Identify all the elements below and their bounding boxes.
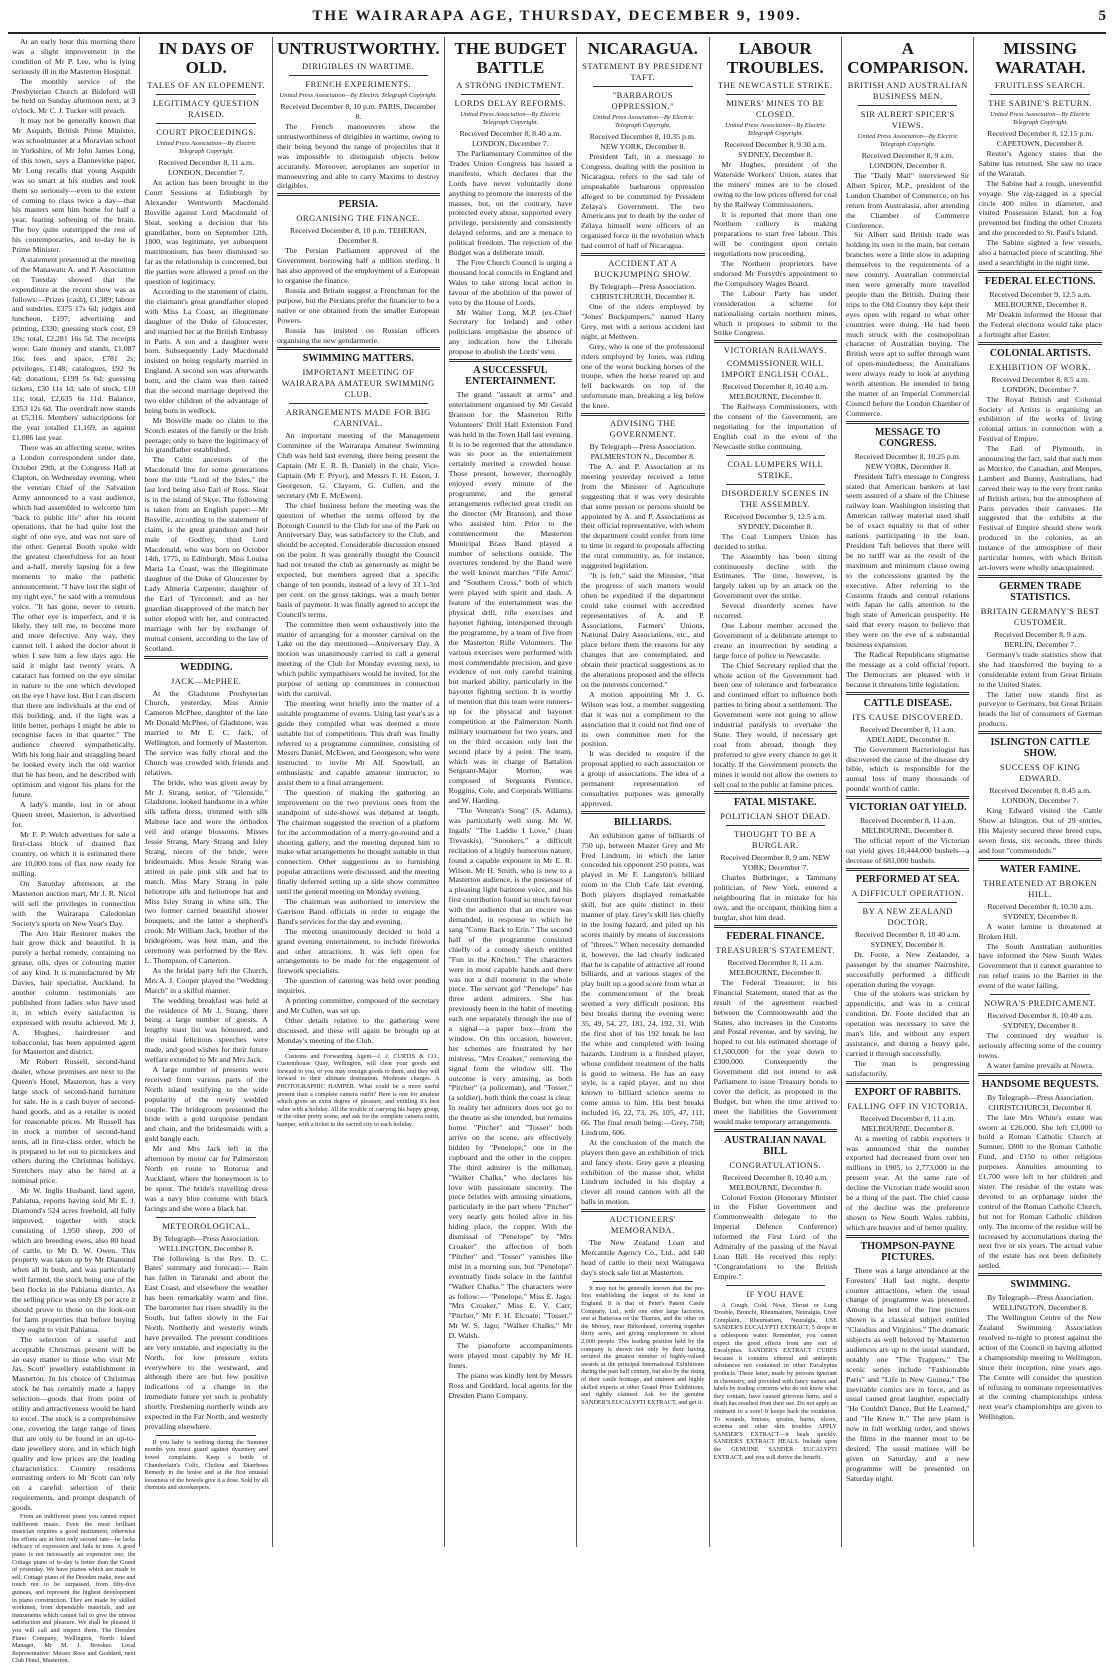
section-heading: PERFORMED AT SEA.	[855, 873, 960, 885]
columns	[8, 34, 1106, 1665]
subheading: THE NEWCASTLE STRIKE.	[717, 80, 833, 90]
headline: A COMPARISON.	[847, 39, 969, 77]
subheading: LORDS DELAY REFORMS.	[454, 98, 567, 108]
dateline: Received December 8, 8.40 a.m. LONDON, December 7.	[459, 129, 562, 148]
subheading: TALES OF AN ELOPEMENT.	[147, 80, 266, 90]
section-heading: FEDERAL FINANCE.	[726, 930, 825, 942]
dateline: Received December 8, 10 40 a.m. SYDNEY, December 8.	[854, 929, 961, 949]
paragraph: Germany's trade statistics show that she had transferred the buying to a considerable extent from Great Britain to the United States.	[978, 649, 1102, 689]
section-heading: FATAL MISTAKE.	[733, 797, 817, 809]
paragraph: There was an affecting scene, writes a London correspondent under date, October 29th, at the Congress Hall at Clapton, on Wednesday evening, when the veteran Chief of the Salvation Army announced to a vast audience, which had assembled to welcome him "back to public life" after his recent operations, that he had quite lost the sight of one eye, and was not sure of the other. General Booth spoke with the greatest cheerfulness for an hour and a-half, merely lapsing for a few moments to make the pathetic announcement. "I have lost the sight of my right eye," he said with a tremulous voice. "It has gone, never to return. The other eye is imperfect, and it is likely, they tell me, to become more and more defective. Any way, they cannot tell. I asked the doctor about it when I saw him a few days ago. He said it might last twenty years. A cataract has formed on the eye similar in nature to the one which developed on the eye I have lost. But I can discern that there are individuals at the end of this building, and, if the light was a little better, perhaps I might be able to recognise faces in that quarter." The audience cheered sympathetically. With his long hair and straggling beard he looked every inch the old warrior that he has been, and he described with optimism and vigour his plans for the future.	[12, 443, 136, 799]
subheading: BY A NEW ZEALAND DOCTOR.	[862, 905, 953, 927]
paragraph: The Royal British and Colonial Society of Artists is organising an exhibition of the works of living colonial artists in connection with a Festival of Empire.	[978, 394, 1102, 444]
subheading: THOUGHT TO BE A BURGLAR.	[734, 829, 817, 851]
subheading: ORGANISING THE FINANCE.	[296, 213, 421, 224]
section-heading: VICTORIAN OAT YIELD.	[848, 802, 967, 814]
paragraph: The question of making the gathering an improvement on the two previous ones from the standpoint of side-shows was debated at length. The chairman suggested the erection of a platform for the accommodation of a merry-go-round and a shooting gallery, and the meeting deputed him to make what arrangements he thought suitable in that connection. Other suggestions as to furnishing popular attractions were discussed, and the meeting finally deferred setting up a side show committee until the general meeting on Monday evening.	[276, 788, 440, 897]
dateline: By Telegraph—Press Association. WELLINGTON, December 8.	[986, 1293, 1094, 1313]
subheading: COURT PROCEEDINGS.	[156, 127, 257, 137]
dateline: Received December 8, 8.5 a.m. LONDON, December 7.	[991, 374, 1090, 394]
paragraph: The Federal Treasurer, in his Financial Statement, stated that as the result of the agreement reached between the Commonwealth and the States, also increases in the Customs and Postal revenue, and by saving, he hoped to cut his estimated shortage of £1,500,000 for the year down to £300,000. Consequently the Government did not intend to ask Parliament to issue Treasury bonds to cover the deficit, as proposed in the Budget, but when the time arrived to meet the liabilities the Government would make temporary arrangements.	[713, 977, 838, 1126]
paragraph: The selection of a useful and acceptable Christmas present will be an easy matter to those who visit Mr Jas. Scott' jewellery establishment in Masterton. In his choice of Christmas stock he has certainly made a happy selection—goods that from point of utility and attractiveness would be hard to excel. The stock is a comprehensive one, covering the large range of lines that are only to be found in an up-to-date jewellery store, and in which high quality and low prices are the leading characteristics. Country residents entrusting orders to Mr Scott can rely on a careful selection of their requirements, and prompt despatch of goods.	[12, 1334, 136, 1513]
paragraph: Russia and Britain suggest a Frenchman for the purpose, but the Persians prefer the financier to be a native or one obtained from the smaller European Powers.	[276, 285, 440, 325]
dateline: Received December 8, 10.30 a.m. SYDNEY, December 8.	[987, 901, 1094, 921]
subheading: BRITAIN GERMANY'S BEST CUSTOMER.	[980, 605, 1100, 627]
subheading: IMPORTANT MEETING OF WAIRARAPA AMATEUR SWIMMING CLUB.	[281, 367, 435, 400]
subheading: THREATENED AT BROKEN HILL.	[983, 877, 1098, 899]
paragraph: Charles Butbringer, a Tammany politician, of New York, entered a neighbouring flat in mistake for his own, and the occupant, thinking him a burglar, shot him dead.	[713, 873, 838, 923]
paragraph: The meeting went briefly into the matter of a suitable programme of events. Using last year's as a guide they compiled what was deemed a more suitable list of competitions. This draft was finally referred to a programme committee, consisting of Messrs Daniel, McEwen, and Georgeson, who were instructed to invite Mr Alf. Snowball, an enthusiastic and capable amateur instructor, to assist them to a final arrangement.	[276, 698, 440, 788]
paragraph: The Labour Party has under consideration a scheme for nationalising certain northern mines, which it proposes to submit to the Strike Congress.	[713, 288, 838, 338]
paragraph: Mr Robert Russell, second-hand dealer, whose premises are next to the Queen's Hotel, Masterton, has a very large stock of second-hand furniture for sale. He is a cash buyer of second-hand goods, and as a retailer is noted for reasonable prices. Mr Russell has in stock a number of second-hand tents, all in first-class order, which he is prepared to let out to picnickers and others during the Christmas holidays. Stretchers may also be hired at a nominal price.	[12, 1057, 136, 1186]
paragraph: Mr Hughes, president of the Waterside Workers' Union, states that the miners' mines are to be closed owing to the low prices offered for coal by the Railway Commissioners.	[713, 160, 838, 209]
section-heading: AUSTRALIAN NAVAL BILL	[724, 1134, 827, 1157]
dateline: Received December 9, 12.5 a.m. SYDNEY, December 8.	[724, 511, 827, 531]
paragraph: "It is felt," said the Minister, "that the progress of such matters would often be expedited if the department could take counsel with accredited representatives of A. and P. Associations, Farmers' Unions, National Dairy Associations, etc., and place before them the reasons for any changes that are contemplated, and obtain their practical suggestions as to the alterations proposed and the effects on the interests concerned."	[581, 571, 705, 689]
paragraph: The question of catering was held over pending inquiries.	[276, 976, 440, 996]
paragraph: As the bridal party left the Church, Mrs A. J. Cooper played the "Wedding March" in a skilful manner.	[144, 965, 268, 995]
paragraph: The chief business before the meeting was the question of whether the terms offered by the Borough Council to the Club for use of the Park on Anniversary Day, was satisfactory to the Club, and should be accepted. Considerable discussion ensued on the point. It was generally thought the Council had not treated the club as generously as might be expected, but members agreed that a specific change of ten pounds, instead of a levy of 33 1-3rd per cent. on the gross takings, was a much better basis of payment. It was finally agreed to accept the Council's terms.	[276, 500, 440, 619]
dateline: Received December 8, 10.35 p.m. NEW YORK, December 8.	[589, 132, 696, 151]
section-heading: FEDERAL ELECTIONS.	[984, 275, 1096, 287]
paragraph: An action has been brought in the Court Sessions at Edinburgh by Alexander Wentworth Macdonald Bosville against Lord Macdonald of Sleat, seeking a decision that his grandfather, born on September 12th, 1800, was legitimate, yet subsequent matrimonium, has been dismissed so far as the relationship is concerned, but the parties were allowed a proof on the question of legitimacy.	[144, 178, 268, 287]
advertisement: It may not be generally known that the pre-first establishing the largest of its kind in England. It is that of Peter's Patent Castle Company, Ltd., with one other large factories, one at Battersea on the Thames, and the other on the Mersey, near Birkenhead, covering together thirty acres, and giving employment to about 2,000 people. This leading position held by the company is shown not only by their having secured the greatest number of highly-valued awards at the principal International Exhibitions during the past half century, but also by the rising of their castle frontage, and eminent and highly skilled experts at other Grand Prize Exhibitions, and rightly claimed. Ask for the genuine SANDER'S EUCALYPTI EXTRACT, and get it.	[581, 1284, 705, 1406]
dateline: By Telegraph—Press Association. CHRISTCHURCH, December 8.	[589, 282, 697, 302]
paragraph: The Parliamentary Committee of the Trades Union Congress has issued a manifesto, which declares that the Lords have never voluntarily done anything to promote the interests of the masses, but, on the contrary, have protected every abuse, supported every privilege, persistently and consistently delayed reforms, and are a menace to political freedom. The rejection of the Budget was a deliberate insult.	[448, 149, 573, 258]
paragraph: The Northern proprietors have endorsed Mr Forsyth's appointment to the Compulsory Wages Board.	[713, 259, 838, 288]
paragraph: The Wellington Centre of the New Zealand Swimming Association resolved to-night to protest against the action of the Council in having allotted a championship meeting to Wellington, since their inception, nine years ago. The Centre will consider the question of refusing to nominate representatives at the coming championships unless next year's championships are given to Wellington.	[978, 1313, 1102, 1422]
paragraph: One of the stokers was stricken by appendicitis, and was in a critical condition. Dr. Foote decided that an operation was necessary to save the man's life, and without any expert assistance, and during a heavy gale, carried it through successfully.	[846, 989, 970, 1058]
paragraph: The New Zealand Loan and Mercantile Agency Co., Ltd., add 140 head of cattle to their next Waingawa day's stock sale list at Masterton.	[581, 1238, 705, 1277]
paragraph: It may not be generally known that Mr Asquith, British Prime Minister, was schoolmaster at a Moravian school in Yorkshire, of Mr John James Long, of this town, says a Dannevirke paper. Mr Long recalls that young Asquith was so smart at his studies and took them so seriously—even to the extent of coming to class twice a day—that his masters sent him home for half a year, fearing softening of the brain. The boy quite outstripped the rest of his contemporaries, and to-day he is Prime Minister.	[12, 116, 136, 255]
paragraph: The official report of the Victorian oat yield gives 10,444,000 bushels—a decrease of 681,000 bushels.	[846, 836, 970, 865]
paragraph: One of the riders employed by "Jones' Buckjumpers," named Harry Grey, met with a serious accident last night, at Methven.	[581, 302, 705, 341]
paragraph: The piano was kindly lent by Messrs Ross and Goddard, local agents for the Dresden Piano Company.	[448, 1370, 573, 1400]
column-7	[842, 37, 974, 1547]
paragraph: A printing committee, composed of the secretary and Mr Cullen, was set up.	[276, 996, 440, 1015]
paragraph: The Sabine sighted a few vessels, also a barnacled piece of scantling. She used a searchlight in the night time.	[978, 238, 1102, 267]
paragraph: Dr. Foote, a New Zealander, a passenger by the steamer Nairnshire, successfully performed a difficult operation during the voyage.	[846, 949, 970, 989]
dateline: Received December 8, 10 p.m. TEHERAN, December 8.	[290, 226, 427, 246]
page-number: 5	[1098, 7, 1106, 24]
section-heading: ACCIDENT AT A BUCKJUMPING SHOW.	[594, 258, 692, 280]
paragraph: The wedding breakfast was held at the residence of Mr J. Strang, there being a large number of guests. A lengthy toast list was honoured, and the usual felicitous speeches were made, and good wishes for their future welfare extended to Mr and Mrs Jack.	[144, 995, 268, 1065]
paragraph: The South Australian authorities have informed the New South Wales Government that it cannot guarantee to run relief trains to the Barrier in the event of the water failing.	[978, 941, 1102, 991]
section-heading: THOMPSON-PAYNE PICTURES.	[860, 1240, 955, 1263]
paragraph: Mr F. P. Welch advertises for sale a first-class block of drained flax country, on which it is estimated there are 10,000 tons of flax now ready for milling.	[12, 829, 136, 879]
paragraph: Colonel Foxton (Honorary Minister in the Fisher Government and Commonwealth delegate to the Imperial Defence Conference) informed the First Lord of the Admiralty of the passing of the Naval Loan Bill. He received this reply: "Congratulations to the British Empire."	[713, 1192, 838, 1281]
paragraph: An important meeting of the Management Committee of the Wairarapa Amateur Swimming Club was held last evening, there being present the Captain (Mr E. R. B. Daniel) in the chair, Vice-Captain (Mr F. Pryor), and Messrs F. H. Esson, J. Georgeson, G. Clayson, G. Cullen, and the secretary (Mr E. McEwen).	[276, 431, 440, 500]
section-heading: COLONIAL ARTISTS.	[989, 347, 1091, 359]
section-heading: EXPORT OF RABBITS.	[854, 1086, 961, 1098]
dateline: Received December 8, 9 am. NEW YORK, December 7.	[720, 853, 831, 873]
paragraph: The Celtic ancestors of the Macdonald line for some generations bore the title "Lord of the Isles," the last lord being also Earl of Ross. Sleat is in the island of Skye. The following is taken from an English paper:—Mr Bosville, according to the statement of claim, is the great grandson and heir male of Godfrey, third Lord Macdonald, who was born on October 14th, 1775, in Edinburgh. Miss Louisa Maria La Coast, was the illegitimate daughter of the Duke of Gloucester by Lady Almeria Carpenter, daughter of the Earl of Tyrconnel; and as her guardian disapproved of the match her suitor eloped with her, and contracted marriage with her by exchange of mutual consent, according to the law of Scotland.	[144, 455, 268, 653]
dateline: Received December 8, 10.40 a.m. MELBOURNE, December 8.	[722, 1172, 829, 1192]
paragraph: The Sabine had a rough, uneventful voyage. She zig-zagged in a special circle 400 miles in diameter, and visited Possession Island, but a fog prevented her finding the other Crozets and she proceeded to St. Paul's Island.	[978, 178, 1102, 238]
section-heading: HANDSOME BEQUESTS.	[981, 1078, 1099, 1090]
subheading: TREASURER'S STATEMENT.	[715, 944, 835, 955]
column-2	[140, 37, 272, 1547]
section-heading: ISLINGTON CATTLE SHOW.	[990, 737, 1090, 760]
paragraph: The Earl of Plymouth, in announcing the fact, said that such men as Morrice, the Canadian, and Menpes, Lambert and Bunny, Australians, had carved their way to the very front ranks of British artists, but the atmosphere of Paris pervades their canvases. He suggested that the exhibits at the Festival of Empire should show work produced in the colonies, as an instance of the atmosphere of their particular homes, with which British art-lovers were wholly unacquainted.	[978, 444, 1102, 572]
press-credit: United Press Association—By Electric Telegraph Copyright.	[592, 114, 693, 129]
paragraph: The meeting unanimously decided to hold a grand evening entertainment, to include fireworks and other attractions. It was left open for arrangements to be made for the engagement of firework specialists.	[276, 926, 440, 976]
paragraph: Several disorderly scenes have occurred.	[713, 601, 838, 621]
paragraph: According to the statement of claim, the claimant's great grandfather eloped with Miss La Coast, an illegitimate daughter of the Duke of Gloucester, and married her at the British Embassy in Paris. A son and a daughter were born. Subsequently Lady Macdonald insisted on being regularly married in England. A second son was afterwards born, and the claim was then raised that the second marriage deprived the two elder children of the advantage of being born in wedlock.	[144, 286, 268, 415]
section-heading: GERMEN TRADE STATISTICS.	[999, 580, 1082, 603]
dateline: Received December 8, 11 a.m. MELBOURNE, December 8.	[727, 957, 824, 977]
paragraph: Sir Albert said British trade was holding its own in the main, but certain branches were a little slow in adapting themselves to the requirements of a new country. Australian commercial men were generally more travelled people than the British. During their trips to the Old Country they kept their eyes open with regard to what other countries were doing. He had been much struck with the cosmopolitan character of Australian buying. The British were apt to suffer through want of open-mindedness; the Australians were always ready to look at anything worth attention. He intended to bring the matter of an Imperial Commercial Council before the London Chamber of Commerce.	[846, 230, 970, 418]
advertisement: If you baby is teething during the Summer months you must guard against dysentery and bowel complaints. Keep a bottle of Chamberlain's Colic, Cholera and Diarrhoea Remedy in the house and at the first unusual looseness of the bowels give it a dose. Sold by all chemists and storekeepers.	[144, 1438, 268, 1492]
paragraph: The "Daily Mail" interviewed Sir Albert Spicer, M.P., president of the London Chamber of Commerce, on his return from Australasia, after attending the Chamber of Commerce Conference.	[846, 171, 970, 230]
dateline: By Telegraph—Press Association. CHRISTCHURCH, December 8.	[986, 1092, 1094, 1112]
subheading: JACK—McPHEE.	[170, 675, 242, 686]
section-heading: COAL LUMPERS WILL STRIKE.	[727, 458, 824, 480]
section-heading: PERSIA.	[338, 199, 378, 211]
paragraph: The man is progressing satisfactorily.	[846, 1058, 970, 1078]
masthead	[8, 0, 1106, 34]
paragraph: The Radical Republicans stigmatise the message as a cold official report. The Democrats are pleased with it because it threatens little legislation.	[846, 649, 970, 689]
paragraph: Grey, who is one of the professional riders employed by Jones, was riding one of the worst bucking horses of the troupe, when the horse reared up and fell backwards on top of the unfortunate man, breaking a leg below the knee.	[581, 341, 705, 411]
dateline: Received December 8, 9 a.m. BERLIN, December 7.	[994, 629, 1087, 649]
dateline: Received December 8, 12.15 p.m. CAPETOWN, December 8.	[987, 129, 1094, 148]
paragraph: Other details relative to the gathering were discussed, and these will again be brought up at Monday's meeting of the Club.	[276, 1015, 440, 1045]
subheading: FALLING OFF IN VICTORIA.	[847, 1100, 969, 1111]
press-credit: United Press Association—By Electric Telegraph Copyright.	[279, 92, 438, 99]
subheading: SIR ALBERT SPICER'S VIEWS.	[860, 109, 955, 130]
paragraph: King Edward visited the Cattle Show at Islington. Out of 29 entries, His Majesty secured three breed cups, seven firsts, six seconds, three thirds and four "commendeds."	[978, 806, 1102, 855]
subheading: STATEMENT BY PRESIDENT TAFT.	[582, 61, 704, 82]
paragraph: Mr Deakin informed the House that the Federal elections would take place a fortnight after Easter.	[978, 309, 1102, 339]
headline: UNTRUSTWORTHY.	[276, 39, 440, 58]
paragraph: Reuter's Agency states that the Sabine has returned. She saw no trace of the Waratah.	[978, 149, 1102, 178]
section-heading: WEDDING.	[179, 661, 233, 673]
subheading: DISORDERLY SCENES IN THE ASSEMBLY.	[721, 487, 830, 509]
column-8	[974, 37, 1105, 1547]
press-credit: United Press Association—By Electric Telegraph Copyright.	[990, 111, 1091, 126]
dateline: Received December 8, 11 a.m. MELBOURNE, December 8.	[859, 816, 956, 836]
paragraph: The committee then went exhaustively into the matter of arranging for a monster carnival on the Lake on the day mentioned—Anniversary Day. A motion was unanimously carried to call a general meeting of the Club for Monday evening next, to which public sympathisers would be invited, for the purpose of setting up committees in connection with the carnival.	[276, 619, 440, 698]
paragraph: The chairman was authorised to interview the Garrison Band officials in order to engage the Band's services for the day and evening.	[276, 897, 440, 926]
dateline: Received December 8, 10.40 a.m. SYDNEY, December 8.	[987, 1011, 1094, 1031]
paragraph: The Chief Secretary replied that the whole action of the Government had been one of tolerance and forbearance and continued effort to influence both parties to bring about a settlement. The Government were not going to allow industrial paralysis to overtake the State. They would, if necessary get coal from abroad, though they preferred to give every chance to get it locally. If the Government protects the mines it would not allow the owners to sell coal to the public at famine prices.	[713, 660, 838, 789]
paragraph: The A. and P. Association at its meeting yesterday received a letter from the Minister of Agriculture suggesting that it was very desirable that some person or persons should be appointed by A. and P. Associations as their official representative, with whom the department could confer from time to time in regard to proposals affecting the rural community, as, for instance, suggested legislation.	[581, 462, 705, 571]
paragraph: The Free Church Council is urging a thousand local councils in England and Wales to take strong local action in favour of the abolition of the power of veto by the House of Lords.	[448, 257, 573, 307]
paragraph: Mr W. Inglis Husband, land agent, Pahiatua, reports having sold Mr E. J. Diamond's 524 acres freehold, all fully improved, together with stock consisting of 1,950 sheep, 200 of which are breeding ewes, also 80 head of cattle, to Mr D. W. Owen. This property was taken up by Mr Diamond when all in bush, and was particularly well farmed, the stock being one of the best flocks in the Pahiatua district. As the selling price was only £8 per acre it should prove to those on the look-out for farm properties that before buying they ought to visit Pahiatua.	[12, 1186, 136, 1334]
masthead-title: THE WAIRARAPA AGE, THURSDAY, DECEMBER 9, 1909.	[312, 7, 802, 24]
paragraph: At the Gladstone Presbyterian Church, yesterday, Miss Annie Cameron McPhee, daughter of the late Mr Donald McPhee, of Gladstone, was married to Mr E. C. Jack, of Wellington, and formerly of Masterton. The service was fully choral and the Church was crowded with friends and relatives.	[144, 688, 268, 777]
subheading: MINERS' MINES TO BE CLOSED.	[726, 98, 825, 119]
subheading: FRUITLESS SEARCH.	[994, 80, 1086, 90]
paragraph: Mr and Mrs Jack left in the afternoon by motor car for Palmerston North en route to Rotorua and Auckland, where the honeymoon is to be spent. The bride's travelling dress was a navy blue costume with black facings and she wore a black hat.	[144, 1144, 268, 1213]
subheading: DIRIGIBLES IN WARTIME.	[301, 61, 415, 71]
paragraph: It was decided to enquire if the proposal applied to each association or a group of associations. The idea of a permanent representation of consultative purposes was generally approved.	[581, 749, 705, 808]
section-heading: BILLIARDS.	[614, 816, 672, 828]
paragraph: The pianoforte accompaniments were played most capably by Mr H. Innes.	[448, 1341, 573, 1370]
advertisement-heading: IF YOU HAVE	[746, 1288, 805, 1299]
paragraph: It is reported that more than one Northern colliery is making preparations to start free labour. This will be contingent upon certain negotiations now proceeding.	[713, 209, 838, 259]
paragraph: One Labour member accused the Government of a deliberate attempt to create an insurrection by sending a large force of police to Newcastle.	[713, 621, 838, 660]
paragraph: The bride, who was given away by Mr J. Strang, senior, of "Glenside," Gladstone, looked handsome in a white silk taffeta dress, trimmed with silk Maltese lace and wore the orthodox veil and orange blossoms. Misses Jessie Strang, Mary Strang and Isley Strang, nieces of the bride, were bridesmaids. Miss Jessie Strang was attired in pale pink silk and hat to match. Miss Mary Strang in pale heliotrope silk and heliotrope hat and Miss Isley Strang in white silk. The two former carried beautiful shower bouquets, and the latter a shepherd's crook. Mr William Jack, brother of the bridegroom, was best man, and the ceremony was performed by the Rev. L. Thompson, of Carterton.	[144, 777, 268, 965]
subheading: "BARBAROUS OPPRESSION."	[611, 90, 675, 111]
subheading: CONGRATULATIONS.	[729, 1159, 822, 1170]
column-5	[577, 37, 709, 1547]
dateline: Received December 8, 11 a.m. ADELAIDE, December 8.	[859, 724, 956, 744]
dateline: Received December 8, 10.40 a.m. MELBOURNE, December 8.	[722, 382, 829, 402]
dateline: Received December 8, 10.25 p.m. NEW YORK, December 8.	[854, 451, 961, 471]
press-credit: United Press Association—By Electric Telegraph Copyright.	[156, 140, 257, 155]
paragraph: A water famine prevails at Nowra.	[986, 1060, 1094, 1070]
dateline: By Telegraph—Press Association. WELLINGTON, December 8.	[152, 1233, 260, 1253]
subheading: A DIFFICULT OPERATION.	[851, 887, 965, 898]
subheading: ARRANGEMENTS MADE FOR BIG CARNIVAL.	[285, 407, 431, 429]
subheading: THE SABINE'S RETURN.	[988, 98, 1093, 108]
advertisement: Customs and Forwarding Agent—J. J. CURTIS & CO., Customhouse Quay, Wellington, will clear your goods and forward to you, or you may consign goods to them, and they will forward to their ultimate destination. Moderate charges. A PHOTOGRAPHIC HAMPER. What could be a more useful present than a complete camera outfit? Here is one for amateur which gives an extra degree of pleasure, and entitling it's best value with a holiday. All the trouble of carrying his happy group, or the other pretty scene, and ask for the complete camera outfit, hamper, with a ticket to the sacred city to each holiday.	[276, 1052, 440, 1128]
dateline: By Telegraph—Press Association. PALMERSTON N., December 8.	[589, 442, 697, 462]
press-credit: United Press Association—By Electric Telegraph Copyright.	[857, 133, 958, 148]
column-6	[710, 37, 842, 1547]
paragraph: A water famine is threatened at Broken Hill.	[978, 921, 1102, 941]
section-heading: ADVISING THE GOVERNMENT.	[609, 418, 677, 440]
column-4	[445, 37, 577, 1547]
paragraph: The continued dry weather is seriously affecting some of the country towns.	[978, 1031, 1102, 1060]
section-heading: WATER FAMINE.	[999, 863, 1081, 875]
section-heading: AUCTIONEERS' MEMORANDA.	[609, 1214, 677, 1236]
subheading: POLITICIAN SHOT DEAD.	[720, 811, 831, 822]
paragraph: There was a large attendance at the Foresters' Hall last night, despite counter attractions, when the usual change of programme was presented. Among the best of the fine pictures shown is a classical subject entitled "Claudius and Virginius." The dramatic subjects as well beloved by Masterton audiences are up to the usual standard, notably one "The Trappers." The scenic series include "Fashionable Paris" and "Life in New Guinea." The inevitable comics are in force, and as usual caused great laughter, especially "He Couldn't Dance, But He Learned," and "He Knew It." The new plant is now in full working order, and shows the films in the manner most to be desired. The usual matinee will be given on Saturday, and a new programme will be presented on Saturday night.	[846, 1265, 970, 1483]
subheading: FRENCH EXPERIMENTS.	[305, 79, 412, 89]
section-heading: SWIMMING MATTERS.	[302, 353, 414, 365]
paragraph: "The Veteran's Song" (S. Adams), was particularly well sung. Mr W. Ingalls' "The Laddie I Love," (Juan Trevaskis), "Snookers," a difficult recitation of a highly humorous nature, found a capable exponent in Mr E. R. Wilson. Mr H. Smith, who is new to a Masterton audience, is the possessor of a pleasing light baritone voice, and his first contribution found so much favour with the audience that an encore was demanded, in response to which he sang "Come Back to Erin." The second half of the programme consisted chiefly of a comedy sketch entitled "Fun in the Kitchen." The characters were in most capable hands and there was not a dull moment in the whole piece. The servant girl "Penelope" has three ardent admirers. She has previously been in the habit of meeting each one separately through the use of a signal—a paper box—from the window. On this occasion, however, her schemes are frustrated by her mistress, "Mrs Croaker," removing the signal from the window sill. The outcome is very amusing, as both "Pitcher" (a policeman), and "Tosser," (a soldier), both think the coast is clear. In reality her admirers does not go to the theatre as she intended, but remains home. "Pitcher" and "Tosser" both arrive on the scene, are effectively hidden by "Penelope," one in the cupboard and the other in the copper. The third admirer is the milkman, "Walker Chalks," who declares his love with passionate sincerity. The piece bristles with amusing situations, particularly in the part where "Pitcher" very nearly gets boiled alive in his hiding place, the copper. With the dismissal of "Penelope" by "Mrs Croaker" the affection of both "Pitcher" and "Tosser" vanishes like mist in a morning sun, but "Penelope" eventually finds solace in the faithful "Walker Chalks." The characters were as follow:— "Penelope," Miss E. Jago; "Mrs Croaker," Miss E. V. Carr; "Pitcher," Mr F. H. Elcoate; "Tosser," Mr W. S. Jago; "Walker Chalks," Mr D. Walsh.	[448, 806, 573, 1341]
headline: IN DAYS OF OLD.	[158, 39, 255, 77]
paragraph: On Saturday afternoon, at the Masterton auction mart, Mr J. R. Nicol will sell the privileges in connection with the Wairarapa Caledonian Society's sports on New Year's Day.	[12, 879, 136, 928]
section-heading: VICTORIAN RAILWAYS.	[723, 345, 827, 356]
advertisement: A Cough, Cold, Nose, Throat or Lung Trouble, Bronchi, Rheumatism, Neuralgia, Liver Complaint, Rheumatism, Neuralgia, USE SANDER'S EUCALYPTI EXTRACT, 5 drops in a tablespoon water. Remember, you cannot expect the good effects from any sort of Eucalyptus. SANDER'S EXTRACT CURES because it contains ethereal and antiseptic substances not contained in other Eucalyptus products. These latter, made by persons ignorant in chemistry, and provided with fancy names and labels by trading concerns who do not know what they contain, have caused grievous harm, and a death has resulted from their use. Do not apply an ointment to a sore! It keeps back the exudation. To wounds, bruises, sprains, burns, ulcers, eczema and other skin troubles APPLY SANDER'S EXTRACT—it heals quickly. SANDER'S EXTRACT HEALS. Include upon the GENUINE SANDER EUCALYPTI EXTRACT, and you will derive the benefit.	[713, 1301, 838, 1461]
paragraph: The Assembly has been sitting continuously decline with the Estimates. The time, however, is largely taken up by an attack on the Government over the strike.	[713, 551, 838, 601]
paragraph: A motion appointing Mr J. G. Wilson was lost, a member suggesting that it was not a compliment to the association that it could not find one of its own committee men for the position.	[581, 689, 705, 749]
paragraph: The Aro Hair Restorer makes the hair grow thick and beautiful. It is purely a herbal remedy, containing no grease, oils, dyes or colouring matter of any kind. It is manufactured by Mr Davies, hair specialist, Auckland. In another column testimonials are published from ladies who have used it, in which every satisfaction is expressed with results achieved. Mr J. A. Hughes, hairdresser and tobacconist, has been appointed agent for Masterton and district.	[12, 928, 136, 1057]
paragraph: An exhibition game of billiards of 750 up, between Master Grey and Mr Fred Lindrum, in which the latter conceded his opponent 250 points, was played in Mr F. Langston's billiard room in the Club Cafe last evening. Both players displayed remarkable skill, but are quite distinct in their manner of play. Grey's skill lies chiefly in the losing hazard, and piled up his scores mainly by means of successions of "threes." When necessity demanded it, however, the lad clearly indicated that he is capable of attractive all round billiards, and at various stages of the play built up a good score from what at the commencement of the break seemed a very difficult position. His best breaks during the evening were: 35, 49, 54, 27, 181, 24, 192, 31. With the first shot of his 192 break he lost the white and completed with losing hazards. Lindrum is a finished player, whose confident treatment of the balls is good to witness. He has an easy style, is a rapid player, and no shot known to billiard science seems to come amiss to him. His best breaks included 16, 22, 73, 26, 105, 47, 111, 66. The final result being:—Grey, 750; Lindrum, 606.	[581, 830, 705, 1137]
paragraph: The late Mrs White's estate was sworn at £26,000. She left £3,000 to build a Roman Catholic Church at Sumner, £800 to the Roman Catholic Fund, and £150 to other religious purposes. Annuities amounting to £1,700 were left to her children and sister. The residue of the estate was devoted to an orphanage under the control of the Roman Catholic Church, but not for Roman Catholic children only. The income of the residue will be increased by accumulations during the next five or six years. The actual value of the estate has not been definitely settled.	[978, 1112, 1102, 1271]
paragraph: The Persian Parliament approved of the Government borrowing half a million sterling. It has also approved of the employment of a European to organise the finance.	[276, 246, 440, 286]
paragraph: At an early hour this morning there was a slight improvement in the condition of Mr P. Lee, who is lying seriously ill in the Masterton Hospital.	[12, 37, 136, 76]
paragraph: Mr Walter Long, M.P. (ex-Chief Secretary for Ireland) and other politicians emphasise the absence of any indication how the Liberals propose to abolish the Lords' veto.	[448, 307, 573, 357]
dateline: Received December 8, 9 a.m. LONDON, December 8.	[861, 151, 954, 170]
dateline: Received December 8, 11 a.m. MELBOURNE, December 8.	[859, 1113, 956, 1133]
section-heading: SWIMMING.	[1010, 1279, 1071, 1291]
headline: LABOUR TROUBLES.	[726, 39, 824, 77]
column-1	[8, 37, 140, 1665]
section-heading: NOWRA'S PREDICAMENT.	[984, 998, 1097, 1009]
subheading: LEGITIMACY QUESTION RAISED.	[152, 98, 260, 119]
section-heading: MESSAGE TO CONGRESS.	[875, 426, 941, 449]
dateline: Received December 8, 11 a.m. LONDON, December 7.	[158, 158, 255, 177]
dateline: Received December 9, 12.5 a.m. MELBOURNE, December 8.	[989, 289, 1092, 309]
section-heading: A SUCCESSFUL ENTERTAINMENT.	[465, 365, 556, 388]
headline: MISSING WARATAH.	[994, 39, 1086, 77]
press-credit: United Press Association—By Electric Telegraph Copyright.	[460, 111, 561, 126]
paragraph: The Railways Commissioners, with the consent of the Government, are negotiating for the importation of English coal in the event of the Newcastle strike continuing.	[713, 402, 838, 451]
section-heading: METEOROLOGICAL.	[162, 1220, 251, 1231]
dateline: Received December 8, 8.45 a.m. LONDON, December 7.	[989, 786, 1092, 806]
paragraph: The Government Bacteriologist has discovered the cause of the disease dry bible, which is responsible for the annual loss of many thousands of pounds' worth of cattle.	[846, 744, 970, 794]
paragraph: The latter now stands first as purveyor to Germany, but Great Britain heads the list of consumers of German products.	[978, 689, 1102, 729]
paragraph: President Taft's message to Congress stated that American bankers at last seem assured of a share of the Chinese railway loan. Washington insisting that American railway material used shall be of exact equality to that of other nations participating in the loan. President Taft believes that there will be no tariff war as the result of the maximum and minimum clause owing to the concessions granted by the executive. After referring to the Customs frauds and central relations with Japan he calls attention to the high state of American prosperity. He said that every reason to believe that they were on the eve of a substantial business expansion.	[846, 471, 970, 650]
paragraph: The following is the Rev. D. C. Bates' summary and forecast:— Rain has fallen in Taranaki and about the East Coast, and elsewhere the weather has been remarkably warm and fine. The barometer has risen steadily in the South, but fallen slowly in the Far North. Northerly and westerly winds have prevailed. The present conditions are very unstable, and especially in the North, for low pressure exists everywhere to the westward, and although there are but few positive indications of a change in the immediate future yet such is probably shortly. Freshening northerly winds are expected in the Far North, and westerly prevailing elsewhere.	[144, 1253, 268, 1431]
paragraph: A large number of presents were received from various parts of the North island testifying to the wide popularity of the newly wedded couple. The bridegroom presented the bride with a gold turquoise pendant and chain, and the bridesmaids with a gold bangle each.	[144, 1064, 268, 1144]
paragraph: The French manoeuvres show the untrustworthiness of dirigibles in wartime, owing to their being beyond the range of projectiles that it was impossible to distinguish objects below accurately. Moreover, aeroplanes are superior in manoeuvring and able to carry Maxims to destroy dirigibles.	[276, 122, 440, 191]
press-credit: United Press Association—By Electric Telegraph Copyright.	[725, 122, 826, 137]
paragraph: Mr Bosville made no claim to the Scotch estates of the family or the Irish peerage; only to have the legitimacy of his grandfather established.	[144, 415, 268, 455]
paragraph: At the conclusion of the match the players then gave an exhibition of trick and fancy shots. Grey gave a pleasing exhibition of the masse shot, whilst Lindrum included in his display a clever all round cannon with all the balls in motion.	[581, 1137, 705, 1207]
headline: NICARAGUA.	[587, 39, 698, 58]
paragraph: The monthly service of the Presbyterian Church at Bideford will be held on Sunday afternoon next, at 3 o'clock. Mr C. J. Tucker will preach.	[12, 76, 136, 116]
subheading: BRITISH AND AUSTRALIAN BUSINESS MEN.	[847, 80, 968, 101]
paragraph: A statement presented at the meeting of the Manawatu A. and P. Association on Tuesday showed that the expenditure at the recent show was as follows:—Prizes (cash), £1,389; labour and sundries, £375 17s 6d; judges and luncheon, £197; advertising and printing, £330; guessing stock cost, £9 19s; total, £2,281 16s 5d. The receipts were: Gate money and stands, £1,087 16s; fees and space, £781 2s; privileges, £148; catalogues, £92 9s 6d; donations, £199 5s 6d; guessing tickets, £30 11s 1d; sale of stock, £10 11s; total, £2,635 6s 11d. Balance, £353 12s 6d. The overdraft now stands at £5,316. Members' subscriptions for the year totalled £1,169, as against £1,086 last year.	[12, 254, 136, 443]
paragraph: At a meeting of rabbit exporters it was announced that the number exported had decreased from over ten millions in 1905, to 2,773,000 in the present year. At the same rate of decline the Victorian trade would soon be a thing of the past. The chief cause of the decline was the preference shown to New South Wales rabbits, which are heavier and of better quality.	[846, 1133, 970, 1232]
paragraph: President Taft, in a message to Congress, dealing with the position in Nicaragua, refers to the sad tale of unspeakable barbarous oppression alleged to be committed by President Zelaya's Government. The two Americans put to death by the order of Zelaya himself were officers of an organised force in the revolution which had control of half of Nicaragua.	[581, 152, 705, 251]
paragraph: A lady's mantle, lost in or about Queen street, Masterton, is advertised for.	[12, 799, 136, 829]
dateline: Received December 8, 10 p.m. PARIS, December 8.	[280, 102, 437, 121]
section-heading: CATTLE DISEASE.	[863, 697, 952, 709]
dateline: Received December 8, 9.30 a.m. SYDNEY, December 8.	[724, 140, 827, 159]
subheading: ITS CAUSE DISCOVERED.	[852, 711, 964, 722]
subheading: EXHIBITION OF WORK.	[989, 361, 1092, 372]
subheading: A STRONG INDICTMENT.	[456, 80, 565, 90]
headline: THE BUDGET BATTLE	[454, 39, 567, 77]
advertisement: From an indifferent piano you cannot expect indifferent music. Even the most brilliant musician requires a good instrument, otherwise his efforts are at best only second rate—he lacks delicacy of expression and fails in tone. A good piano is not necessarily an expensive one; the Cottage piano of to-day is better than the Grand of yesterday. We have pianos which are made to sell. Cottage piano of the Dresden make, tone and touch not to be surpassed, from fifty-five guineas, and represent the highest development in piano construction. They are made by skilled workmen, from dependable materials, and are instruments which cannot fail to give the utmost satisfaction and pleasure. We shall be pleased if you will call and inspect them. The Dresden Piano Company, Wellington, North Island Manager, Mr M. J. Brookes. Local Representative: Messrs Ross and Goddard, next Club Hotel, Masterton.	[12, 1513, 136, 1665]
subheading: COMMISSIONER WILL IMPORT ENGLISH COAL.	[721, 358, 829, 380]
subheading: SUCCESS OF KING EDWARD.	[999, 762, 1081, 784]
paragraph: Russia has insisted on Russian officers organising the new gendarmerie.	[276, 325, 440, 345]
paragraph: The grand "assault at arms" and entertainment organised by Mr Gerald Branson for the Masterton Rifle Volunteers' Drill Hall Extension Fund was held in the Town Hall last evening. It is to be regretted that the attendance was so poor as the entertainment certainly merited a crowded house. Those present, however, thoroughly enjoyed every minute of the programme, and the general arrangements reflected great credit on the director (Mr Branson), and those who assisted him. Prior to the commencement the Masterton Municipal Brass Band played a number of selections outside. The overtures rendered by the Band were the well known marches "Fife Arms" and "Southern Cross," both of which were played with spirit and dash. A feature of the entertainment was the physical drill, rifle exercises and bayonet fighting, interspersed through the programme, by a team of five from the Masterton Rifle Volunteers. The various exercises were performed with most commendable precision, and gave evidence of not only careful training but marked ability, particularly in the bayonet fighting section. It is worthy of mention that this team were runners-up for the physical and bayonet competition at the Palmerston North military tournament for two years, and on the third occasion only lost the second place by a point. The team, which was in charge of Battalion Sergeant-Major Morton, was composed of Sergeants Prentice, Roggins, Cole, and Corporals Williams and W. Harding.	[448, 390, 573, 806]
column-3	[273, 37, 445, 1547]
paragraph: The Coal Lumpers Union has decided to strike.	[713, 531, 838, 551]
